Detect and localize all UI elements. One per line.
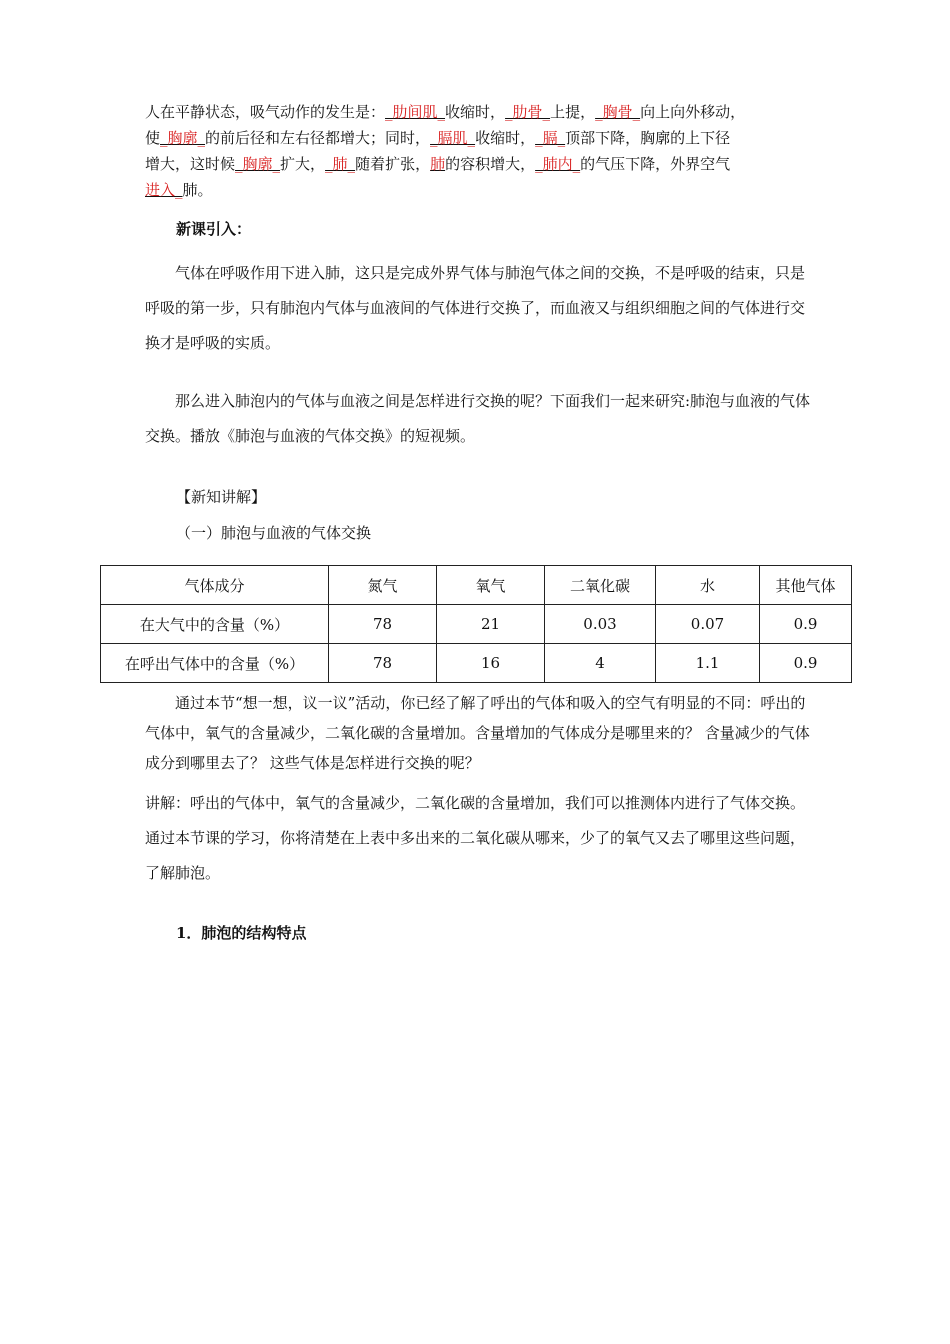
table-cell: 0.9 [760,605,852,644]
text-segment: 的前后径和左右径都增大；同时， [205,129,431,147]
intro-line-3 [145,151,815,177]
answer-blank: _肺内_ [535,155,581,173]
intro-fill-blank-paragraph [145,99,815,203]
table-cell: 78 [329,605,437,644]
subsection-title: （一）肺泡与血液的气体交换 [176,524,372,542]
text-segment: 肺。 [182,181,213,199]
text-segment: 上提， [550,103,596,121]
text-segment: 扩大， [280,155,326,173]
text-segment: 收缩时， [475,129,536,147]
table-cell: 0.03 [545,605,656,644]
table-header-cell: 气体成分 [101,566,329,605]
answer-blank: _胸骨_ [595,103,641,121]
answer-blank: _肺_ [325,155,356,173]
answer-blank: _肋骨_ [505,103,551,121]
text-segment: 随着扩张， [355,155,431,173]
answer-blank: _胸廓_ [160,129,206,147]
table-header-cell: 其他气体 [760,566,852,605]
table-header-row [101,566,852,605]
answer-blank: _胸廓_ [235,155,281,173]
answer-blank: _膈肌_ [430,129,476,147]
text-segment: 的气压下降，外界空气 [580,155,731,173]
table-cell: 在大气中的含量（%） [101,605,329,644]
intro-line-4 [145,177,815,203]
text-segment: 向上向外移动， [640,103,746,121]
paragraph-after-table: 通过本节“想一想，议一议”活动，你已经了解了呼出的气体和吸入的空气有明显的不同：呼出的气体中，氧气的含量减少，二氧化碳的含量增加。含量增加的气体成分是哪里来的？ 含量减少的气体成分到哪里去了？ 这些气体是怎样进行交换的呢？ [145,694,810,772]
section-heading-alveoli-structure: 1．肺泡的结构特点 [176,924,307,942]
explanation-paragraph: 讲解：呼出的气体中，氧气的含量减少，二氧化碳的含量增加，我们可以推测体内进行了气体交换。通过本节课的学习，你将清楚在上表中多出来的二氧化碳从哪来，少了的氧气又去了哪里这些问题，了解肺泡。 [145,794,806,882]
table-header-cell: 二氧化碳 [545,566,656,605]
text-segment: 人在平静状态，吸气动作的发生是： [145,103,386,121]
text-segment: 使 [145,129,161,147]
table-cell: 0.9 [760,644,852,683]
text-segment: 顶部下降，胸廓的上下径 [565,129,731,147]
intro-line-2 [145,125,815,151]
text-segment: 收缩时， [445,103,506,121]
section-heading-new-knowledge: 【新知讲解】 [176,488,267,506]
table-cell: 16 [437,644,545,683]
gas-composition-table [100,565,852,683]
table-row [101,605,852,644]
text-segment: 的容积增大， [445,155,536,173]
text-segment: 增大，这时候 [145,155,236,173]
table-cell: 0.07 [656,605,760,644]
table-cell: 在呼出气体中的含量（%） [101,644,329,683]
table-cell: 1.1 [656,644,760,683]
table-row [101,644,852,683]
table-header-cell: 水 [656,566,760,605]
answer-blank: 进入_ [145,181,183,199]
intro-paragraph-1: 气体在呼吸作用下进入肺，这只是完成外界气体与肺泡气体之间的交换，不是呼吸的结束，只是呼吸的第一步，只有肺泡内气体与血液间的气体进行交换了，而血液又与组织细胞之间的气体进行交换才是呼吸的实质。 [145,264,806,352]
table-cell: 21 [437,605,545,644]
table-header-cell: 氮气 [329,566,437,605]
answer-blank: _肋间肌_ [385,103,446,121]
intro-paragraph-2: 那么进入肺泡内的气体与血液之间是怎样进行交换的呢？下面我们一起来研究:肺泡与血液的气体交换。播放《肺泡与血液的气体交换》的短视频。 [145,392,811,445]
table-header-cell: 氧气 [437,566,545,605]
answer-blank: 肺 [430,155,446,173]
table-cell: 78 [329,644,437,683]
section-heading-new-intro: 新课引入： [176,220,252,238]
table-cell: 4 [545,644,656,683]
answer-blank: _膈_ [535,129,566,147]
intro-line-1 [145,99,815,125]
